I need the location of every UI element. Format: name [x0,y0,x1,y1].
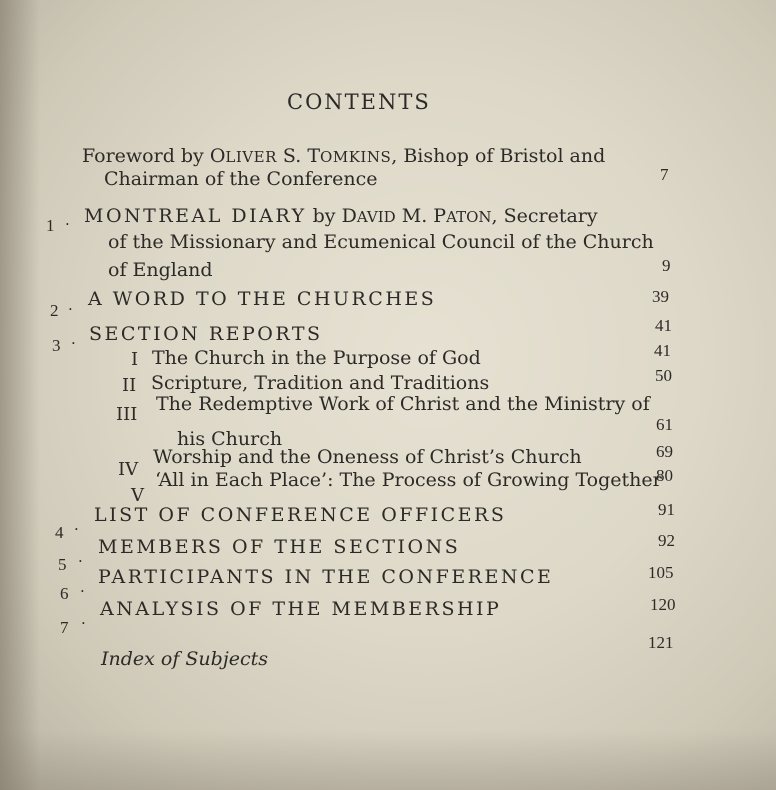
section-3-page: 61 [656,415,673,434]
page-shadow-bottom [0,730,776,790]
entry-1-separator: · [65,215,70,233]
section-5-roman: V [131,485,144,506]
entry-7-number: 7 [60,618,69,637]
section-4-page: 69 [656,442,673,461]
entry-1-after: , Secretary [491,205,598,227]
entry-2-number: 2 [50,301,59,320]
section-5-title: ‘All in Each Place’: The Process of Growing Together [155,469,662,491]
foreword-prefix: Foreword by [82,145,210,167]
page-shadow-left [0,0,40,790]
foreword-suffix: , Bishop of Bristol and [391,145,606,167]
entry-1-line-3: of England [108,259,213,281]
entry-4-page: 91 [658,500,675,519]
section-3-line-2: his Church [177,428,283,450]
entry-5-separator: · [78,552,83,570]
entry-1-line-2: of the Missionary and Ecumenical Council of the Church [108,231,654,253]
entry-2-separator: · [68,300,73,318]
entry-3-title: SECTION REPORTS [89,323,323,345]
entry-7-title: ANALYSIS OF THE MEMBERSHIP [100,598,502,620]
entry-1-line-1 [84,205,598,227]
section-2-roman: II [122,375,137,396]
entry-1-number: 1 [46,216,55,235]
entry-6-number: 6 [60,584,69,603]
foreword-line-1 [82,145,605,167]
foreword-author-first: LIVER [225,148,277,166]
section-3-roman: III [116,404,138,425]
entry-3-page: 41 [655,316,672,335]
entry-1-author-first: AVID [356,208,396,226]
section-1-roman: I [131,349,139,370]
section-1-page: 41 [654,341,671,360]
entry-3-separator: · [71,334,76,352]
section-2-page: 50 [655,366,672,385]
entry-5-title: MEMBERS OF THE SECTIONS [98,536,461,558]
entry-7-page: 120 [650,595,676,614]
entry-6-page: 105 [648,563,674,582]
section-2-title: Scripture, Tradition and Traditions [151,372,490,394]
entry-6-title: PARTICIPANTS IN THE CONFERENCE [98,566,554,588]
section-1-title: The Church in the Purpose of God [152,347,481,369]
entry-5-number: 5 [58,555,67,574]
entry-4-separator: · [74,520,79,538]
section-3-title: The Redemptive Work of Christ and the Ministry of [156,393,650,415]
entry-1-by: by [306,205,342,227]
entry-2-title: A WORD TO THE CHURCHES [88,288,437,310]
entry-3-number: 3 [52,336,61,355]
entry-1-author-initial: D [341,205,357,227]
foreword-page: 7 [660,165,669,184]
foreword-author-initial: O [209,145,226,167]
entry-7-separator: · [81,614,86,632]
foreword-author-mid: S. T [276,145,321,167]
entry-4-number: 4 [55,523,64,542]
foreword-author-last: OMKINS [320,148,392,166]
entry-1-page: 9 [662,256,671,275]
foreword-line-2: Chairman of the Conference [104,168,378,190]
entry-4-title: LIST OF CONFERENCE OFFICERS [94,504,507,526]
page-title: CONTENTS [287,90,431,114]
section-4-title: Worship and the Oneness of Christ’s Church [153,446,582,468]
entry-2-page: 39 [652,287,669,306]
section-4-roman: IV [118,459,139,480]
entry-1-author-mid: M. P [395,205,447,227]
entry-5-page: 92 [658,531,675,550]
index-label: Index of Subjects [101,648,268,670]
index-page: 121 [648,633,674,652]
entry-1-title: MONTREAL DIARY [84,205,307,227]
section-5-page: 80 [656,466,673,485]
entry-6-separator: · [80,582,85,600]
entry-1-author-last: ATON [446,208,492,226]
